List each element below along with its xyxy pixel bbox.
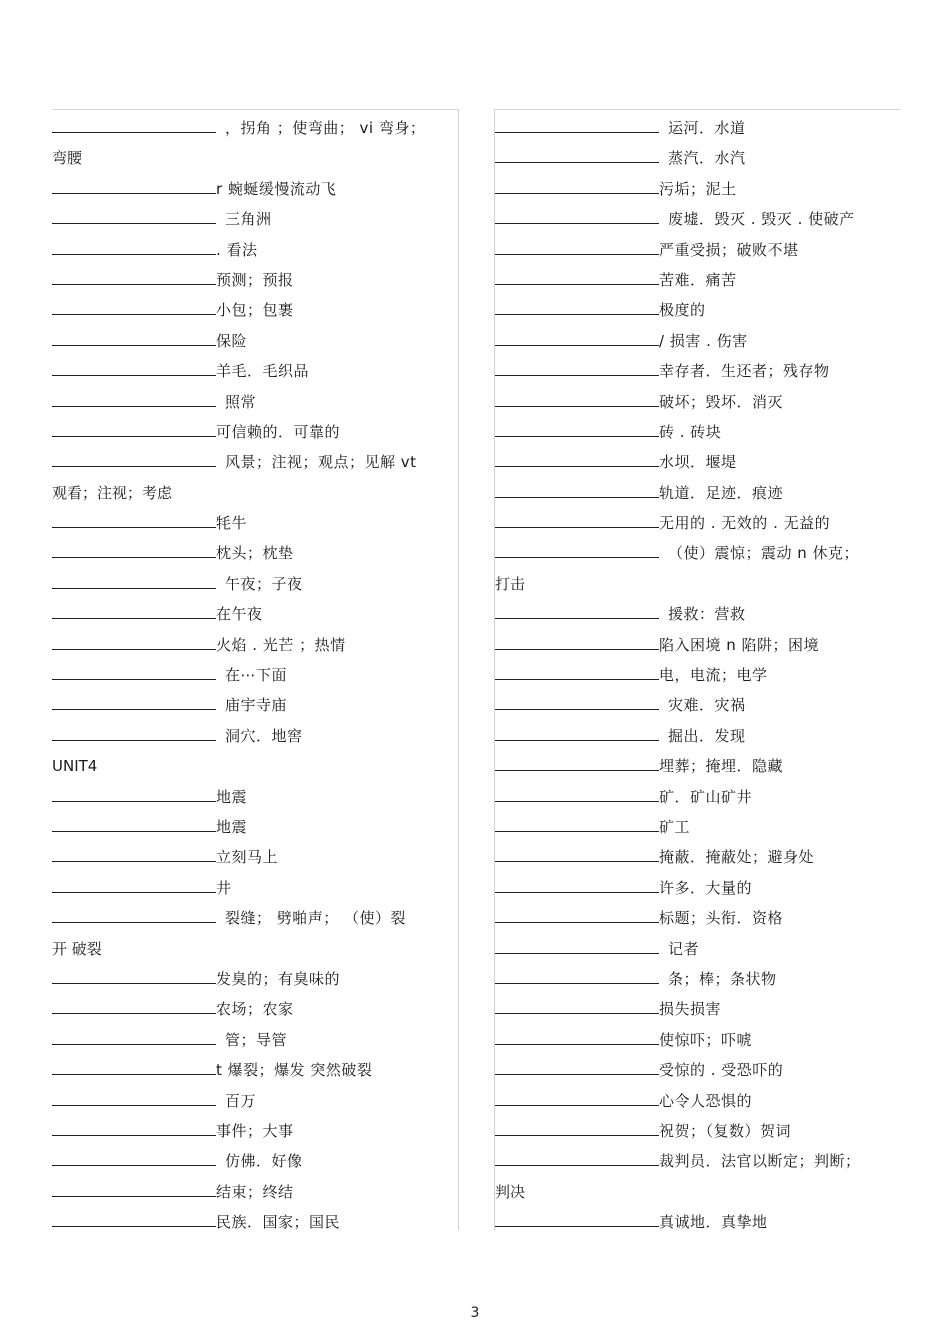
entry-continuation: 判决 [495, 1182, 526, 1201]
vocab-entry [52, 113, 452, 143]
answer-blank[interactable] [52, 1181, 216, 1197]
vocab-entry [495, 295, 895, 325]
vocab-entry [52, 204, 452, 234]
entry-meaning: 许多．大量的 [659, 878, 753, 897]
answer-blank[interactable] [52, 664, 216, 680]
entry-meaning: 裁判员．法官以断定；判断； [659, 1152, 861, 1171]
entry-meaning: 灾难．灾祸 [668, 696, 746, 715]
answer-blank[interactable] [52, 1090, 216, 1106]
entry-meaning: 污垢；泥土 [659, 179, 737, 198]
entry-meaning: 预测；预报 [216, 270, 294, 289]
vocab-entry [52, 1055, 452, 1085]
vocab-entry [495, 265, 895, 295]
entry-meaning: 在⋯下面 [225, 666, 288, 685]
vocab-entry [52, 842, 452, 872]
entry-meaning: 牦牛 [216, 514, 248, 533]
answer-blank[interactable] [52, 1120, 216, 1136]
answer-blank[interactable] [495, 755, 659, 771]
entry-meaning: 无用的 . 无效的 . 无益的 [659, 514, 831, 533]
vocab-entry [495, 873, 895, 903]
answer-blank[interactable] [52, 1059, 216, 1075]
answer-blank[interactable] [495, 299, 659, 315]
answer-blank[interactable] [52, 330, 216, 346]
answer-blank[interactable] [52, 391, 216, 407]
entry-continuation: 打击 [495, 574, 526, 593]
vocab-entry [495, 1025, 895, 1055]
answer-blank[interactable] [52, 421, 216, 437]
answer-blank[interactable] [495, 147, 659, 163]
vocab-entry [52, 782, 452, 812]
answer-blank[interactable] [52, 208, 216, 224]
entry-meaning: 枕头；枕垫 [216, 544, 294, 563]
entry-meaning: 管；导管 [225, 1030, 288, 1049]
entry-meaning: 电，电流；电学 [659, 666, 768, 685]
entry-meaning: 轨道．足迹．痕迹 [659, 483, 784, 502]
answer-blank[interactable] [495, 1059, 659, 1075]
entry-meaning: 立刻马上 [216, 848, 279, 867]
entry-meaning: 掘出．发现 [668, 726, 746, 745]
unit-heading: UNIT4 [52, 757, 98, 776]
entry-meaning: 废墟．毁灭 . 毁灭 . 使破产 [668, 210, 855, 229]
page-number: 3 [470, 1305, 480, 1321]
vocab-entry [495, 812, 895, 842]
vocab-entry [52, 235, 452, 265]
vocab-entry [495, 1146, 895, 1176]
answer-blank[interactable] [52, 816, 216, 832]
entry-meaning: 真诚地．真挚地 [659, 1213, 768, 1232]
vocab-entry [495, 842, 895, 872]
answer-blank[interactable] [495, 512, 659, 528]
entry-meaning: 援救：营救 [668, 605, 746, 624]
vocab-entry [495, 478, 895, 508]
vocab-entry [52, 295, 452, 325]
answer-blank[interactable] [495, 816, 659, 832]
entry-meaning: 地震 [216, 787, 248, 806]
vocab-entry [52, 356, 452, 386]
entry-meaning: r 蜿蜒缓慢流动飞 [216, 179, 337, 198]
answer-blank[interactable] [495, 542, 659, 558]
entry-meaning: 在午夜 [216, 605, 263, 624]
vocab-entry [495, 538, 895, 568]
answer-blank[interactable] [495, 1029, 659, 1045]
entry-meaning: 地震 [216, 817, 248, 836]
entry-meaning: 结束；终结 [216, 1182, 294, 1201]
entry-meaning: 百万 [225, 1091, 257, 1110]
answer-blank[interactable] [52, 694, 216, 710]
answer-blank[interactable] [495, 603, 659, 619]
answer-blank[interactable] [495, 330, 659, 346]
vocab-entry [52, 538, 452, 568]
answer-blank[interactable] [495, 360, 659, 376]
vocab-entry [52, 417, 452, 447]
vocab-entry [495, 387, 895, 417]
entry-meaning: 使惊吓；吓唬 [659, 1030, 753, 1049]
answer-blank[interactable] [52, 603, 216, 619]
vocab-entry [495, 782, 895, 812]
answer-blank[interactable] [52, 1029, 216, 1045]
answer-blank[interactable] [495, 664, 659, 680]
answer-blank[interactable] [495, 1150, 659, 1166]
answer-blank[interactable] [495, 725, 659, 741]
answer-blank[interactable] [52, 877, 216, 893]
entry-meaning: 小包；包裹 [216, 301, 294, 320]
answer-blank[interactable] [52, 725, 216, 741]
answer-blank[interactable] [495, 482, 659, 498]
vocab-entry [495, 721, 895, 751]
answer-blank[interactable] [495, 694, 659, 710]
answer-blank[interactable] [52, 846, 216, 862]
entry-meaning: 三角洲 [225, 210, 272, 229]
answer-blank[interactable] [52, 634, 216, 650]
vocab-entry [52, 660, 452, 690]
vocab-entry [495, 447, 895, 477]
vocab-entry [495, 934, 895, 964]
left-column [52, 109, 459, 1230]
vocab-entry [52, 873, 452, 903]
vocab-entry [52, 387, 452, 417]
vocab-entry [52, 508, 452, 538]
answer-blank[interactable] [495, 1211, 659, 1227]
answer-blank[interactable] [52, 239, 216, 255]
answer-blank[interactable] [495, 117, 659, 133]
vocab-entry [52, 599, 452, 629]
right-column [494, 109, 901, 1230]
vocab-entry [495, 660, 895, 690]
vocab-entry [52, 1116, 452, 1146]
vocab-entry [495, 1207, 895, 1237]
entry-meaning: 可信赖的．可靠的 [216, 422, 341, 441]
entry-meaning: 苦难．痛苦 [659, 270, 737, 289]
answer-blank[interactable] [495, 998, 659, 1014]
entry-meaning: 发臭的；有臭味的 [216, 969, 341, 988]
vocab-entry [52, 1086, 452, 1116]
vocab-entry [495, 326, 895, 356]
vocab-entry [52, 1207, 452, 1237]
vocab-entry [52, 265, 452, 295]
answer-blank[interactable] [495, 907, 659, 923]
vocab-entry [495, 174, 895, 204]
entry-meaning: 受惊的 . 受恐吓的 [659, 1061, 784, 1080]
answer-blank[interactable] [52, 299, 216, 315]
entry-meaning: 水坝．堰堤 [659, 453, 737, 472]
vocab-entry [52, 447, 452, 477]
entry-meaning: 保险 [216, 331, 248, 350]
vocab-entry [495, 994, 895, 1024]
answer-blank[interactable] [495, 269, 659, 285]
answer-blank[interactable] [52, 117, 216, 133]
vocab-entry [495, 630, 895, 660]
vocab-entry [495, 1116, 895, 1146]
entry-meaning: 陷入困境 n 陷阱；困境 [659, 635, 820, 654]
answer-blank[interactable] [495, 178, 659, 194]
vocab-entry [52, 721, 452, 751]
answer-blank[interactable] [495, 1120, 659, 1136]
entry-meaning: 极度的 [659, 301, 706, 320]
entry-meaning: 风景；注视；观点；见解 vt [225, 453, 417, 472]
entry-meaning: 记者 [668, 939, 700, 958]
vocab-entry [52, 964, 452, 994]
answer-blank[interactable] [52, 269, 216, 285]
entry-meaning: 严重受损；破败不堪 [659, 240, 799, 259]
vocab-entry [495, 964, 895, 994]
left-entry-list [52, 113, 452, 1237]
answer-blank[interactable] [52, 512, 216, 528]
vocab-entry [52, 326, 452, 356]
answer-blank[interactable] [52, 451, 216, 467]
entry-meaning: 祝贺；（复数）贺词 [659, 1121, 792, 1140]
entry-meaning: 矿工 [659, 817, 691, 836]
vocab-entry [495, 1086, 895, 1116]
answer-blank[interactable] [495, 938, 659, 954]
vocab-entry [52, 994, 452, 1024]
entry-meaning: 民族．国家；国民 [216, 1213, 341, 1232]
entry-continuation: 观看；注视；考虑 [52, 483, 173, 502]
answer-blank[interactable] [495, 208, 659, 224]
entry-meaning: （使）震惊；震动 n 休克； [668, 544, 860, 563]
entry-meaning: 井 [216, 878, 232, 897]
entry-meaning: ，拐角 ；使弯曲； vi 弯身； [225, 119, 426, 137]
entry-meaning: 庙宇寺庙 [225, 696, 288, 715]
entry-meaning: 砖 . 砖块 [659, 422, 722, 441]
entry-meaning: / 损害 . 伤害 [659, 331, 748, 350]
vocab-entry [495, 143, 895, 173]
entry-meaning: 幸存者．生还者；残存物 [659, 362, 830, 381]
answer-blank[interactable] [495, 877, 659, 893]
vocab-entry [495, 903, 895, 933]
vocab-entry [495, 204, 895, 234]
entry-meaning: 羊毛．毛织品 [216, 362, 310, 381]
vocab-entry [495, 751, 895, 781]
vocab-entry [52, 1177, 452, 1207]
entry-meaning: 掩蔽．掩蔽处；避身处 [659, 848, 815, 867]
vocab-entry [495, 356, 895, 386]
entry-meaning: 心令人恐惧的 [659, 1091, 753, 1110]
vocab-entry [495, 417, 895, 447]
vocab-entry [52, 569, 452, 599]
vocab-entry [52, 690, 452, 720]
answer-blank[interactable] [495, 634, 659, 650]
entry-meaning: 损失损害 [659, 1000, 722, 1019]
entry-meaning: 埋葬；掩埋．隐藏 [659, 757, 784, 776]
entry-meaning: 矿．矿山矿井 [659, 787, 753, 806]
entry-meaning: 破坏；毁坏．消灭 [659, 392, 784, 411]
vocab-entry [495, 508, 895, 538]
answer-blank[interactable] [495, 239, 659, 255]
answer-blank[interactable] [52, 998, 216, 1014]
vocab-entry [52, 174, 452, 204]
answer-blank[interactable] [52, 786, 216, 802]
vocab-entry [52, 812, 452, 842]
answer-blank[interactable] [495, 391, 659, 407]
answer-blank[interactable] [495, 451, 659, 467]
answer-blank[interactable] [52, 968, 216, 984]
vocab-entry [495, 599, 895, 629]
entry-meaning: t 爆裂；爆发 突然破裂 [216, 1061, 373, 1080]
entry-meaning: 运河．水道 [668, 119, 746, 137]
answer-blank[interactable] [495, 968, 659, 984]
entry-meaning: 照常 [225, 392, 257, 411]
answer-blank[interactable] [52, 573, 216, 589]
vocab-entry [52, 1025, 452, 1055]
answer-blank[interactable] [52, 542, 216, 558]
answer-blank[interactable] [52, 178, 216, 194]
entry-meaning: 午夜；子夜 [225, 574, 303, 593]
answer-blank[interactable] [52, 1211, 216, 1227]
answer-blank[interactable] [495, 1090, 659, 1106]
answer-blank[interactable] [495, 421, 659, 437]
entry-meaning: . 看法 [216, 240, 258, 259]
entry-meaning: 洞穴．地窖 [225, 726, 303, 745]
entry-meaning: 农场；农家 [216, 1000, 294, 1019]
entry-continuation: 弯腰 [52, 149, 83, 168]
entry-meaning: 裂缝； 劈啪声； （使）裂 [225, 909, 407, 928]
vocab-entry [495, 113, 895, 143]
vocab-entry [52, 1146, 452, 1176]
vocab-entry [495, 1055, 895, 1085]
entry-meaning: 蒸汽．水汽 [668, 149, 746, 168]
entry-continuation: 开 破裂 [52, 939, 102, 958]
entry-meaning: 仿佛．好像 [225, 1152, 303, 1171]
answer-blank[interactable] [495, 786, 659, 802]
entry-meaning: 标题；头衔．资格 [659, 909, 784, 928]
entry-meaning: 事件；大事 [216, 1121, 294, 1140]
entry-meaning: 条；棒；条状物 [668, 969, 777, 988]
right-entry-list [495, 113, 895, 1237]
answer-blank[interactable] [52, 907, 216, 923]
vocab-entry [52, 630, 452, 660]
answer-blank[interactable] [495, 846, 659, 862]
vocab-entry [495, 235, 895, 265]
vocab-entry [495, 690, 895, 720]
vocab-entry [52, 903, 452, 933]
entry-meaning: 火焰 . 光芒 ；热情 [216, 635, 346, 654]
answer-blank[interactable] [52, 360, 216, 376]
answer-blank[interactable] [52, 1150, 216, 1166]
